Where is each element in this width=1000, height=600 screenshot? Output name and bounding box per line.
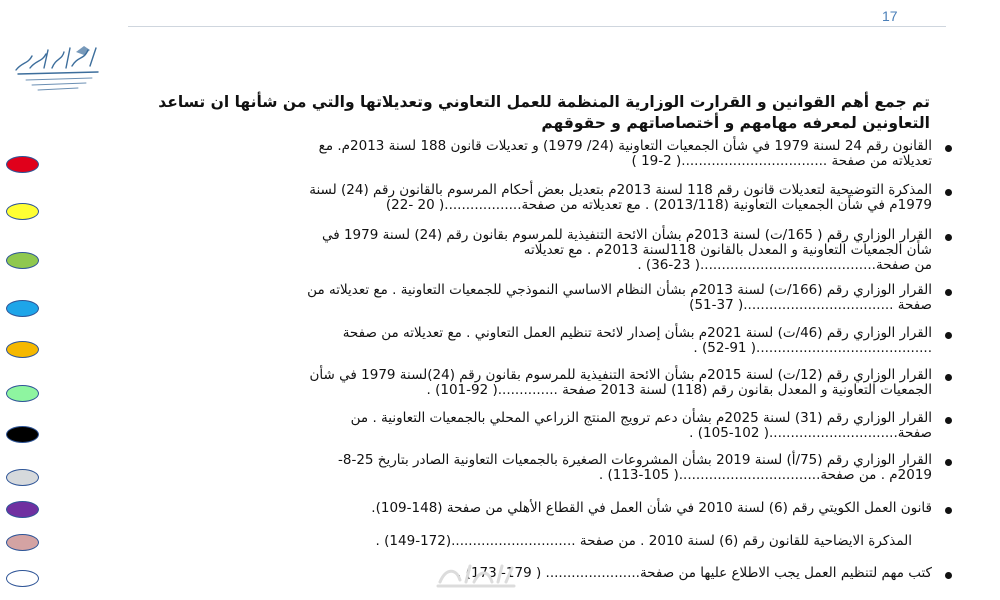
item-text: القرار الوزاري رقم (46/ت) لسنة 2021م بشأن إصدار لائحة تنظيم العمل التعاوني . مع تعديلاته من صفحة .........................................( 52-91) . — [342, 325, 932, 356]
bullet-icon — [945, 145, 952, 152]
item-text: المذكرة الايضاحية للقانون رقم (6) لسنة 2010 . من صفحة .............................(172-149) . — [375, 533, 912, 549]
bullet-icon — [945, 417, 952, 424]
color-marker — [6, 385, 39, 402]
item-text: القرار الوزاري رقم (12/ت) لسنة 2015م بشأن الائحة التنفيذية للمرسوم بقانون رقم (24)لسنة 1979 في شأن الجمعيات التعاونية و المعدل بقانون رقم (118) لسنة 2013 صفحة ..............( 92-101) . — [309, 367, 932, 398]
bullet-icon — [945, 289, 952, 296]
color-marker — [6, 203, 39, 220]
bullet-icon — [945, 189, 952, 196]
item-text: كتب مهم لتنظيم العمل يجب الاطلاع عليها من صفحة...................... ( 179- 173) . — [457, 565, 932, 581]
item-text: القانون رقم 24 لسنة 1979 في شأن الجمعيات التعاونية (24/ 1979) و تعديلات قانون 188 لسنة 2013م. مع تعديلاته من صفحة ..................................( 2-19 ) — [318, 138, 932, 169]
item-text: القرار الوزاري رقم (166/ت) لسنة 2013م بشأن النظام الاساسي النموذجي للجمعيات التعاونية . مع تعديلاته من صفحة ...................................( 37-51) — [307, 282, 932, 313]
item-text: المذكرة التوضيحية لتعديلات قانون رقم 118 لسنة 2013م بتعديل بعض أحكام المرسوم بالقانون رقم (24) لسنة 1979م في شأن الجمعيات التعاونية (2013/118) . مع تعديلاته من صفحة..................( 20 -22) — [309, 182, 932, 213]
item-text: القرار الوزاري رقم (31) لسنة 2025م بشأن دعم ترويج المنتج الزراعي المحلي بالجمعيات التعاونية . من صفحة..............................( 102-105) . — [350, 410, 932, 441]
color-marker — [6, 501, 39, 518]
color-marker — [6, 156, 39, 173]
bullet-icon — [945, 332, 952, 339]
bullet-icon — [945, 572, 952, 579]
color-marker — [6, 341, 39, 358]
page-number: 17 — [882, 8, 898, 24]
watermark-logo — [436, 560, 516, 590]
color-marker — [6, 252, 39, 269]
color-marker — [6, 534, 39, 551]
color-marker — [6, 469, 39, 486]
bullet-icon — [945, 234, 952, 241]
color-marker — [6, 426, 39, 443]
item-text: قانون العمل الكويتي رقم (6) لسنة 2010 في شأن العمل في القطاع الأهلي من صفحة (148-109). — [371, 500, 932, 516]
bullet-icon — [945, 374, 952, 381]
item-text: القرار الوزاري رقم (75/أ) لسنة 2019 بشأن المشروعات الصغيرة بالجمعيات التعاونية الصادر بتاريخ 25-8- 2019م . من صفحة.................................( 105-113) . — [337, 452, 932, 483]
item-text: القرار الوزاري رقم ( 165/ت) لسنة 2013م بشأن الائحة التنفيذية للمرسوم بقانون رقم (24) لسنة 1979 في شأن الجمعيات التعاونية و المعدل بالقانون 118لسنة 2013م . مع تعديلاته من صفحة.........................................( 23-36) . — [321, 227, 932, 273]
color-marker — [6, 300, 39, 317]
page-title: تم جمع أهم القوانين و القرارت الوزارية المنظمة للعمل التعاوني وتعديلاتها والتي من شأنها ان تساعد التعاونين لمعرفه مهامهم و أختصاصاتهم و حقوقهم — [158, 93, 930, 132]
color-marker — [6, 570, 39, 587]
bullet-icon — [945, 507, 952, 514]
bullet-icon — [945, 459, 952, 466]
